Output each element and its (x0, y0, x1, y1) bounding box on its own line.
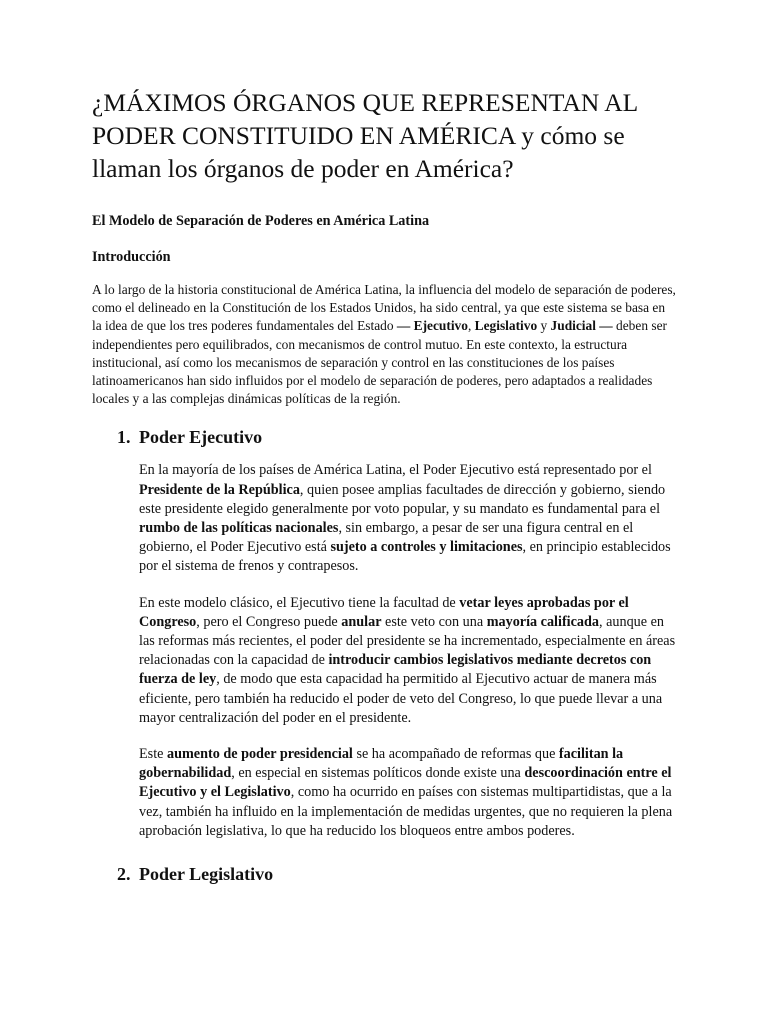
paragraph: En la mayoría de los países de América Latina, el Poder Ejecutivo está representado por el Presidente de la República, quien posee amplias facultades de dirección y gobierno, siendo este presidente elegido generalmente por voto popular, y su mandato es fundamental para el rumbo de las políticas nacionales, sin embargo, a pesar de ser una figura central en el gobierno, el Poder Ejecutivo está sujeto a controles y limitaciones, en principio establecidos por el sistema de frenos y contrapesos. (139, 462, 671, 575)
section-title: Poder Legislativo (139, 864, 274, 885)
intro-heading: Introducción (92, 249, 171, 265)
section-heading-legislativo (92, 863, 676, 885)
section-title: Poder Ejecutivo (139, 427, 263, 448)
section-body-ejecutivo (92, 461, 676, 841)
section-heading-ejecutivo (92, 426, 676, 448)
intro-paragraph: A lo largo de la historia constitucional de América Latina, la influencia del modelo de separación de poderes, como el delineado en la Constitución de los Estados Unidos, ha sido central, ya que este sistema se basa en la idea de que los tres poderes fundamentales del Estado — Ejecutivo, Legislativo y Judicial — deben ser independientes pero equilibrados, con mecanismos de control mutuo. En este contexto, la estructura institucional, así como los mecanismos de separación y control en las constituciones de los países latinoamericanos han sido influidos por el modelo de separación de poderes, pero adaptados a realidades locales y a las complejas dinámicas políticas de la región. (92, 282, 676, 407)
page-title: ¿MÁXIMOS ÓRGANOS QUE REPRESENTAN AL PODER CONSTITUIDO EN AMÉRICA y cómo se llaman los órganos de poder en América? (92, 88, 638, 183)
paragraph: Este aumento de poder presidencial se ha acompañado de reformas que facilitan la gobernabilidad, en especial en sistemas políticos donde existe una descoordinación entre el Ejecutivo y el Legislativo, como ha ocurrido en países con sistemas multipartidistas, que a la vez, también ha influido en la implementación de medidas urgentes, que no requieren la plena aprobación legislativa, lo que ha reducido los bloqueos entre ambos poderes. (139, 746, 673, 839)
section-number: 1. (117, 427, 131, 448)
document-subtitle: El Modelo de Separación de Poderes en América Latina (92, 213, 430, 229)
section-number: 2. (117, 864, 131, 885)
paragraph: En este modelo clásico, el Ejecutivo tiene la facultad de vetar leyes aprobadas por el Congreso, pero el Congreso puede anular este veto con una mayoría calificada, aunque en las reformas más recientes, el poder del presidente se ha incrementado, especialmente en áreas relacionadas con la capacidad de introducir cambios legislativos mediante decretos con fuerza de ley, de modo que esta capacidad ha permitido al Ejecutivo actuar de manera más eficiente, pero también ha reducido el poder de veto del Congreso, lo que puede llevar a una mayor centralización del poder en el presidente. (139, 594, 676, 726)
